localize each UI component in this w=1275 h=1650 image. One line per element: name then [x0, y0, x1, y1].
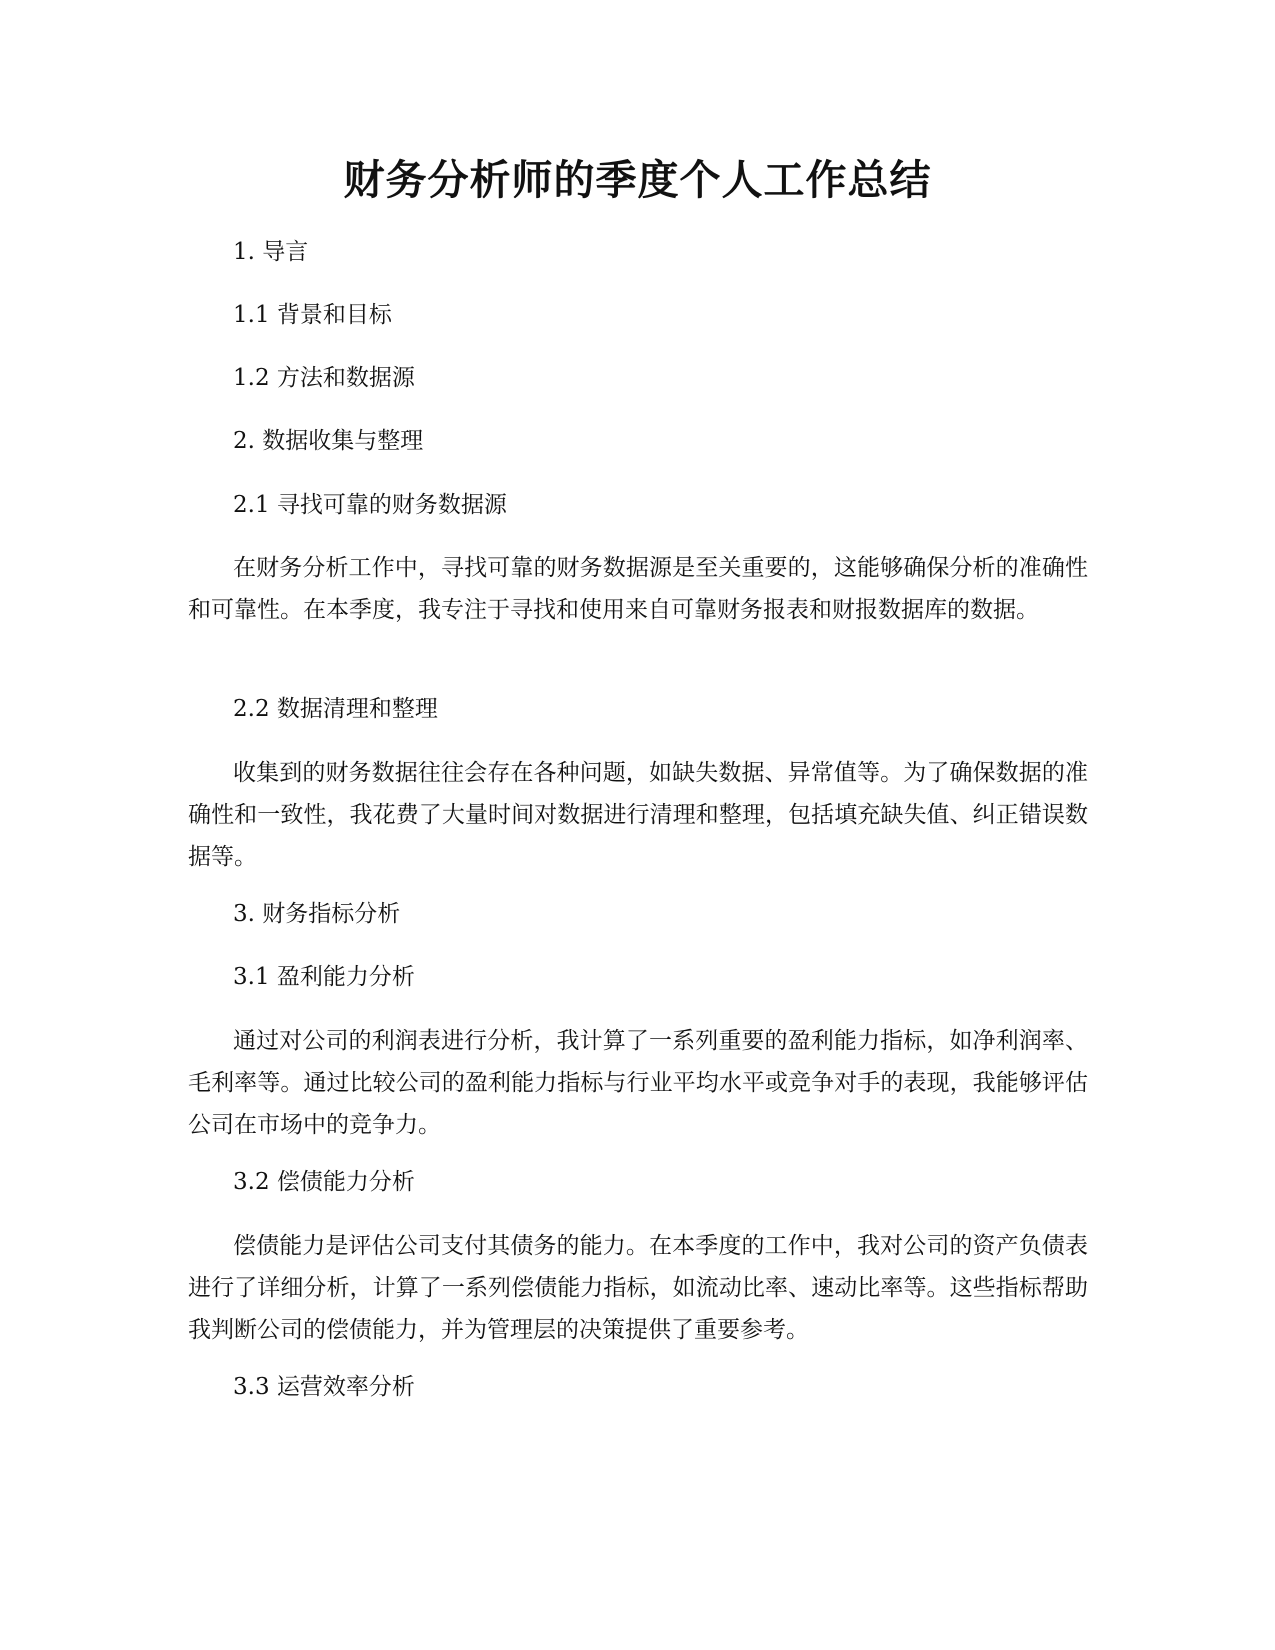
- section-heading-financial-metrics: 3. 财务指标分析: [233, 901, 401, 927]
- section-heading-background: 1.1 背景和目标: [233, 302, 392, 328]
- section-heading-data-cleaning: 2.2 数据清理和整理: [233, 696, 438, 722]
- section-heading-intro: 1. 导言: [233, 239, 309, 265]
- section-heading-profitability: 3.1 盈利能力分析: [233, 964, 415, 990]
- section-heading-data-sources: 2.1 寻找可靠的财务数据源: [233, 492, 507, 518]
- section-heading-solvency: 3.2 偿债能力分析: [233, 1169, 415, 1195]
- paragraph-profitability: 通过对公司的利润表进行分析，我计算了一系列重要的盈利能力指标，如净利润率、毛利率等。通过比较公司的盈利能力指标与行业平均水平或竞争对手的表现，我能够评估公司在市场中的竞争力。: [188, 1028, 1088, 1138]
- section-heading-methods: 1.2 方法和数据源: [233, 365, 415, 391]
- section-heading-operational-efficiency: 3.3 运营效率分析: [233, 1374, 415, 1400]
- paragraph-data-cleaning: 收集到的财务数据往往会存在各种问题，如缺失数据、异常值等。为了确保数据的准确性和一致性，我花费了大量时间对数据进行清理和整理，包括填充缺失值、纠正错误数据等。: [188, 760, 1088, 870]
- document-title: 财务分析师的季度个人工作总结: [343, 156, 932, 204]
- paragraph-solvency: 偿债能力是评估公司支付其债务的能力。在本季度的工作中，我对公司的资产负债表进行了详细分析，计算了一系列偿债能力指标，如流动比率、速动比率等。这些指标帮助我判断公司的偿债能力，并为管理层的决策提供了重要参考。: [188, 1233, 1088, 1343]
- paragraph-data-sources: 在财务分析工作中，寻找可靠的财务数据源是至关重要的，这能够确保分析的准确性和可靠性。在本季度，我专注于寻找和使用来自可靠财务报表和财报数据库的数据。: [188, 555, 1088, 623]
- section-heading-data-collection: 2. 数据收集与整理: [233, 428, 424, 454]
